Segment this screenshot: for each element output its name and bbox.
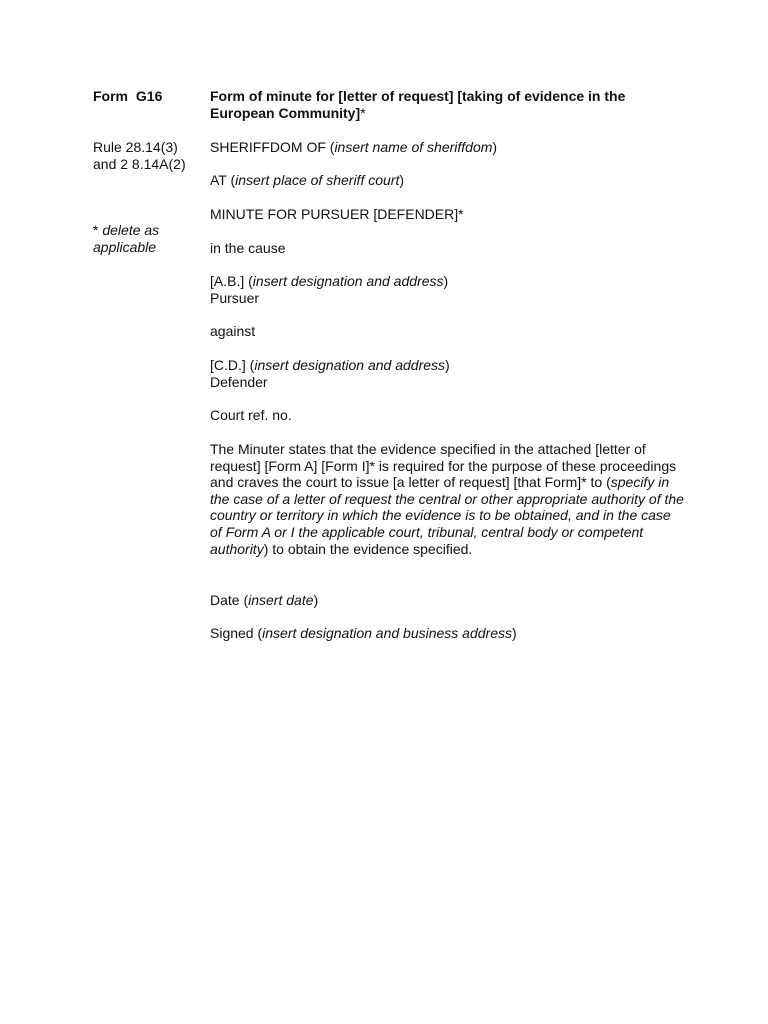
in-the-cause-line: in the cause <box>210 240 286 256</box>
sheriffdom-instruction: insert name of sheriffdom <box>334 139 493 155</box>
form-id: Form G16 <box>93 88 163 104</box>
delete-note-line-1 <box>93 222 203 239</box>
statement-text-1: The Minuter states that the evidence specified in the attached [letter of request] [Form A] [Form I]* is required for the purpose of these proceedings and craves the court to issue [a letter of request] [that Form]* to ( <box>210 441 677 491</box>
signed-suffix: ) <box>511 625 517 641</box>
cd-instruction: insert designation and address <box>254 357 446 373</box>
statement-paragraph <box>210 441 685 557</box>
at-suffix: ) <box>399 172 405 188</box>
court-ref-line: Court ref. no. <box>210 407 292 423</box>
ab-instruction: insert designation and address <box>252 273 444 289</box>
defender-designation-line <box>210 357 685 374</box>
pursuer-label: Pursuer <box>210 289 260 306</box>
statement-text-2: ) to obtain the evidence specified. <box>263 540 473 557</box>
sheriffdom-line <box>210 139 685 156</box>
date-instruction: insert date <box>248 592 314 608</box>
date-line <box>210 592 685 609</box>
defender-block <box>210 357 685 390</box>
form-title <box>210 88 685 121</box>
form-title-text: Form of minute for [letter of request] [taking of evidence in the European Community] <box>210 88 626 121</box>
date-prefix: Date ( <box>210 592 249 608</box>
rule-reference-line-1: Rule 28.14(3) <box>93 139 178 155</box>
statement-instruction: specify in the case of a letter of request the central or other appropriate authority of the country or territory in which the evidence is to be obtained, and in the case of Form A or I the applicable court, tribunal, central body or competent authority <box>210 474 684 557</box>
against-line: against <box>210 323 256 339</box>
rule-reference-line-2: and 2 8.14A(2) <box>93 155 186 172</box>
at-prefix: AT ( <box>210 172 236 188</box>
delete-note-star: * <box>93 222 103 238</box>
signed-line <box>210 625 685 642</box>
minute-for-line: MINUTE FOR PURSUER [DEFENDER]* <box>210 206 464 222</box>
at-instruction: insert place of sheriff court <box>235 172 400 188</box>
sheriffdom-suffix: ) <box>492 139 498 155</box>
court-place-line <box>210 172 685 189</box>
form-title-asterisk: * <box>360 104 366 121</box>
signed-prefix: Signed ( <box>210 625 263 641</box>
defender-label: Defender <box>210 373 268 390</box>
delete-note <box>93 222 203 255</box>
ab-suffix: ) <box>443 273 449 289</box>
cd-suffix: ) <box>445 357 450 373</box>
delete-note-line-2: applicable <box>93 238 157 255</box>
ab-prefix: [A.B.] ( <box>210 273 253 289</box>
date-suffix: ) <box>313 592 319 608</box>
rule-reference <box>93 139 203 172</box>
cd-prefix: [C.D.] ( <box>210 357 255 373</box>
sheriffdom-prefix: SHERIFFDOM OF ( <box>210 139 335 155</box>
delete-note-text-1: delete as <box>102 222 160 238</box>
pursuer-designation-line <box>210 273 685 290</box>
signed-instruction: insert designation and business address <box>262 625 512 641</box>
pursuer-block <box>210 273 685 306</box>
